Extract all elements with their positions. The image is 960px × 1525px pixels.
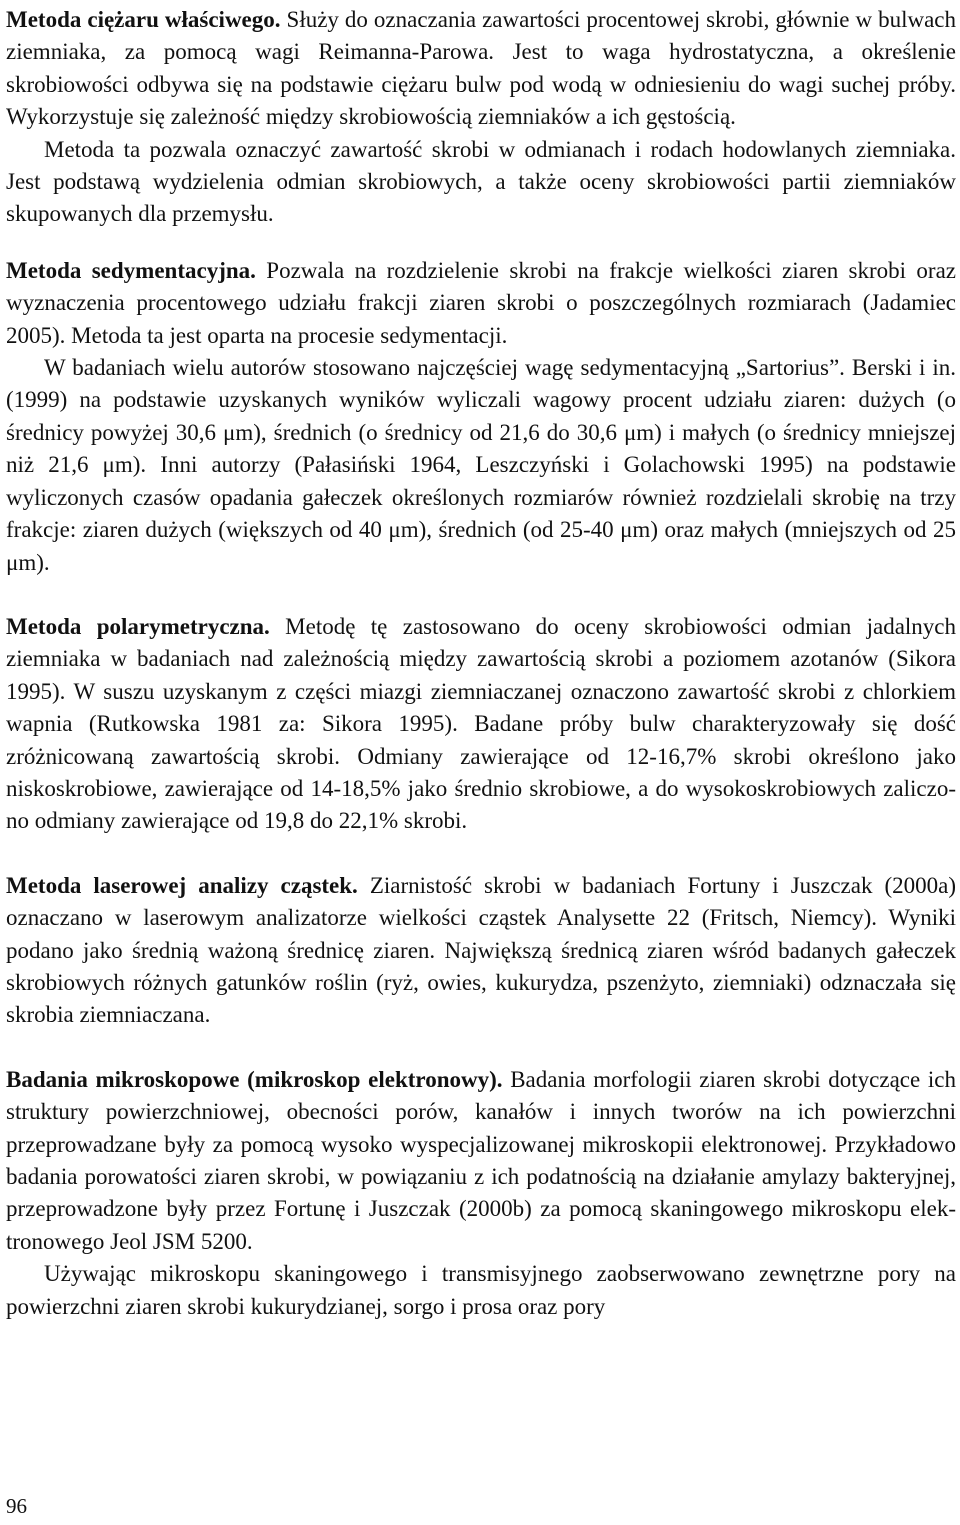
paragraph-text: Pozwala na rozdzielenie skrobi na frakcje wielkości ziaren skrobi oraz wyznaczenia procentowego udziału frakcji ziaren skrobi o poszczególnych rozmiarach (Jadamiec 2005). Metoda ta jest oparta na procesie sedymentacji. [6,257,956,348]
section-heading: Metoda sedymentacyjna. [6,257,256,283]
paragraph-text: Badania morfologii ziaren skrobi dotyczące ich struktury powierzchniowej, obecności porów, kanałów i innych tworów na ich powierzchni przeprowadzane były za pomocą wysoko wyspecjalizowanej mikroskopii elektronowej. Przykładowo badania porowatości ziaren skrobi, w powiązaniu z ich podatnością na działanie amylazy bakteryjnej, przeprowadzone były przez Fortunę i Juszczak (2000b) za pomocą skaningowego mikroskopu elektronowego Jeol JSM 5200. [6,1066,956,1254]
section-mikroskop-paragraph-2 [6,1258,956,1323]
paragraph-text: W badaniach wielu autorów stosowano najczęściej wagę sedymentacyjną „Sartorius”. Berski i in. (1999) na podstawie uzyskanych wyników wyliczali wagowy procent udziału ziaren: dużych (o średnicy powyżej 30,6 μm), średnich (o średnicy od 21,6 do 30,6 μm) i małych (o średnicy mniejszej niż 21,6 μm). Inni autorzy (Pałasiński 1964, Leszczyński i Golachowski 1995) na podstawie wyliczonych czasów opadania gałeczek określonych rozmiarów również rozdzielali skrobię na trzy frakcje: ziaren dużych (większych od 40 μm), średnich (od 25-40 μm) oraz małych (mniejszych od 25 μm). [6,355,956,575]
paragraph-text: Metoda ta pozwala oznaczyć zawartość skrobi w odmianach i rodach hodowlanych ziemniaka. Jest podstawą wydzielenia odmian skrobiowych, a także oceny skrobiowości partii ziemniaków skupowanych dla przemysłu. [6,136,956,227]
section-heading: Badania mikroskopowe (mikroskop elektronowy). [6,1066,503,1092]
section-heading: Metoda polarymetryczna. [6,613,270,639]
section-mikroskop-paragraph-1 [6,1064,956,1258]
section-sedymentacja-paragraph-1 [6,255,956,352]
paragraph-text: Służy do oznaczania zawartości procentowej skrobi, głównie w bulwach ziemniaka, za pomocą wagi Reimanna-Parowa. Jest to waga hydrostatyczna, a określenie skrobiowości odbywa się na podstawie ciężaru bulw pod wodą w odniesieniu do wagi suchej próby. Wykorzystuje się zależność między skrobiowością ziemniaków a ich gęstością. [6,7,956,130]
section-polarymetria-paragraph-1 [6,611,956,838]
section-heading: Metoda laserowej analizy cząstek. [6,872,358,898]
page-number: 96 [6,1494,27,1518]
section-sedymentacja-paragraph-2 [6,352,956,579]
document-page [6,4,956,1323]
section-ciezar-paragraph-2 [6,134,956,231]
section-ciezar-paragraph-1 [6,4,956,134]
section-heading: Metoda ciężaru właściwego. [6,7,281,32]
paragraph-text: Metodę tę zastosowano do oceny skrobiowości odmian jadalnych ziemniaka w badaniach nad zależnością między zawartością skrobi a poziomem azotanów (Sikora 1995). W suszu uzyskanym z części miazgi ziemniaczanej oznaczono zawartość skrobi z chlorkiem wapnia (Rutkowska 1981 za: Sikora 1995). Badane próby bulw charakteryzowały się dość zróżnicowaną zawartością skrobi. Odmiany zawierające od 12-16,7% skrobi określono jako niskoskrobiowe, zawierające od 14-18,5% jako średnio skrobiowe, a do wysokoskrobiowych zaliczono odmiany zawierające od 19,8 do 22,1% skrobi. [6,613,956,834]
paragraph-text: Używając mikroskopu skaningowego i transmisyjnego zaobserwowano zewnętrzne pory na powierzchni ziaren skrobi kukurydzianej, sorgo i prosa oraz pory [6,1261,956,1319]
section-laser-paragraph-1 [6,870,956,1032]
paragraph-text: Ziarnistość skrobi w badaniach Fortuny i Juszczak (2000a) oznaczano w laserowym analizatorze wielkości cząstek Analysette 22 (Fritsch, Niemcy). Wyniki podano jako średnią ważoną średnicę ziaren. Największą średnicą ziaren wśród badanych gałeczek skrobiowych różnych gatunków roślin (ryż, owies, kukurydza, pszenżyto, ziemniaki) odznaczała się skrobia ziemniaczana. [6,872,956,1028]
